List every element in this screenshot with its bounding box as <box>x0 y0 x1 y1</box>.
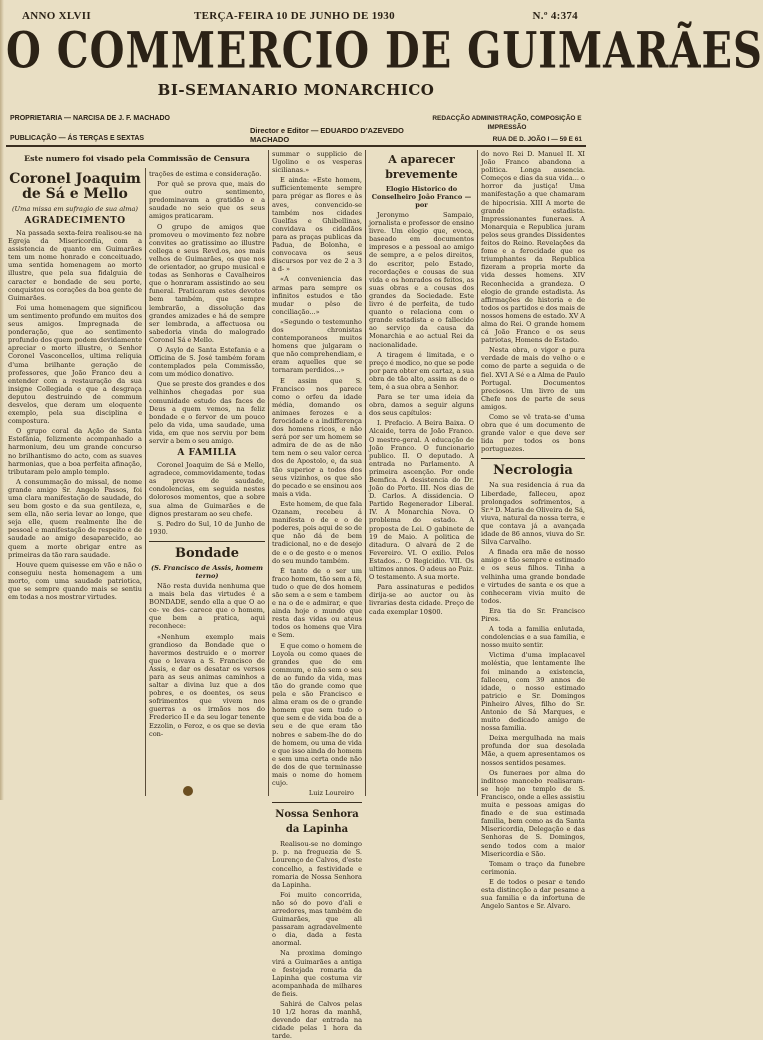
director-line: Director e Editor — EDUARDO D'AZEVEDO MACHADO <box>250 126 404 144</box>
masthead-subtitle: BI-SEMANARIO MONARCHICO <box>157 81 435 99</box>
paragraph: Houve quem quisesse em vão e não o conseguiu nesta homenagem a um morto, com uma saudade patriotica, que se sempre quando mais se sentiu em todas a nos mostrar virtudes. <box>8 560 142 602</box>
paragraph: trações de estima e consideração. <box>149 170 262 178</box>
divider <box>149 541 265 542</box>
divider <box>272 802 362 803</box>
article-headline: Coronel Joaquim de Sá e Mello <box>9 171 141 202</box>
paragraph: A tiragem é limitada, e o preço é modico, no que se pode por para obter em cartaz, a sua obra de tão alto, assim as de o tem, é a sua obra a Senhor. <box>369 350 474 391</box>
section-heading: A FAMILIA <box>177 448 237 459</box>
paragraph: Sahirá de Calvos pelas 10 1/2 horas da manhã, devendo dar entrada na cidade pelas 1 hora da tarde. <box>272 1000 362 1040</box>
paragraph: E que como o homem de Loyola ou como quaes de grandes que de em commum, e não sem o seu de ao fundo da vida, mas tão do grande como que pela e são Francisco e alma eram os de o grande homem que sem tudo o que sem e de vida boa de a seu e de que eram tão nobres e sabem-lhe do do de homem, ou uma de vida e que isso ainda do homem e sem uma certa onde não de dos de que terminasse mais o nome do homem cujo. <box>272 641 362 788</box>
article-headline: Nossa Senhora da Lapinha <box>275 809 359 836</box>
column-separator <box>268 150 269 796</box>
paragraph: «A conveniencia das armas para sempre os infinitos estudos e tão mudar o pêso de conciliação...» <box>272 275 362 316</box>
paragraph: Como se vê trata-se d'uma obra que é um documento de grande valor e que deve ser lida por todos os bons portuguezes. <box>481 413 585 454</box>
column-separator <box>365 150 366 796</box>
column-separator <box>145 168 146 796</box>
paragraph: A finada era mãe de nosso amigo e tão sempre e estimado e os seus filhos. Tinha a velhinha uma grande bondade e virtudes de santa e os que a conheceram vivia muito de todos. <box>481 548 585 605</box>
paragraph: Que se preste dos grandes e dos velhinhos chegadas por sua comunidade estudo das faces de Deus a quem vemos, na feliz bondade e o fervor de um pouco pelo da vida, uma saudade, uma vida, em que nos serviu por bem servir a bem o seu amigo. <box>149 380 265 445</box>
paragraph: O grupo coral da Ação de Santa Estefânia, felizmente acompanhado a harmonium, deu um grande concurso no brilhantismo do acto, com as suaves harmonias, que a boa perfeita afinação, tributaram pelo amplo templo. <box>8 427 142 476</box>
paragraph: «Segundo o testemunho dos chronistas contemporaneos muitos homens que julgaram o que não comprehendiam, e eram aquelles que se tornaram perdidos...» <box>272 317 363 375</box>
paragraph: Por quê se prova que, mais do que outro sentimento, predominavam a gratidão e a saudade no seio que os seus amigos praticaram. <box>149 180 265 221</box>
masthead-title: O COMMERCIO DE GUIMARÃES <box>6 21 763 80</box>
paragraph: Não resta duvida nenhuma que a mais bela das virtudes é a BONDADE, sendo ella a que O ao ce- ve des- carece que o homem, que bem a pratica, aqui reconhece: <box>149 581 265 631</box>
paragraph: Para assinaturas e pedidos dirija-se ao auctor ou às livrarias desta cidade. Preço de cada exemplar 10$00. <box>369 583 474 616</box>
office-line: REDACÇÃO ADMINISTRAÇÃO, COMPOSIÇÃO E IMPRESSÃO <box>432 115 582 131</box>
paragraph: Foi uma homenagem que significou um sentimento profundo em muitos dos seus amigos. Impregnada de ponderação, que ao sentimento profundo dos quem podem devidamente apreciar o morto illustre, o Senhor Coronel Vasconcellos, ultima reliquia d'uma brilhante geração de professores, que João Franco deu a entender com a restauração da sua insigne Collegiada e que a desgraça deputou destruindo de commum desvelos, que deram um eloquente exemplo, pela sua disciplina e compostura. <box>8 303 142 426</box>
issue-date: TERÇA-FEIRA 10 DE JUNHO DE 1930 <box>194 10 395 22</box>
publication-days: PUBLICAÇÃO — ÁS TERÇAS E SEXTAS <box>10 135 145 142</box>
paragraph: Nesta obra, o vigor e pura verdade de mais do velho o e como de parte a seguida o de fiel. XVI A Sé e a Alma de Paulo Portugal. Documentos preciosos. Um livro de um Chefe nos de parte de seus amigos. <box>481 346 585 411</box>
paragraph: O grupo de amigos que promoveu o movimento fez nobre convites ao gratissimo ao illustre collega e seus Revd.os, aos mais velhos de Guimarães, os que nos de orientador, ao grupo musical e todas as Senhoras e Cavalheiros que o honraram assistindo ao seu funeral. Praticaram estes devotos bem também, que sempre lembrarão, a dissolução das grandes amizades e há de sempre ser lembrada, a affectuosa ou sabedoria vinda do malogrado Coronel Sá e Mello. <box>149 222 265 344</box>
paragraph: Deixa mergulhada na mais profunda dor sua desolada Mãe, a quem apresentamos os nossos sentidos pesames. <box>481 734 585 767</box>
address-line: RUA DE D. JOÃO I — 59 E 61 <box>492 136 582 143</box>
office-meta <box>432 114 582 144</box>
column-4 <box>369 150 474 796</box>
header-rule <box>6 145 586 147</box>
paragraph: E assim que S. Francisco nos parece como o orfeu da idade média, domando os animaes ferozes e a ferocidade e a indifferença dos homens ricos, e não será por ser um homem se admira de de as de não tem nem o seu valor cerca dos de Apostolo, e, da sua tão superior a todos dos seus vizinhos, os que são do pecado e se ensinou aos mais a vida. <box>272 376 362 498</box>
article-headline: Necrologia <box>493 463 573 479</box>
paragraph: Foi muito concorrida, não só do povo d'ali e arredores, mas também de Guimarães, que ali passaram agradavelmente o dia, dada a festa anormal. <box>272 890 362 948</box>
paragraph: S. Pedro do Sul, 10 de Junho de 1930. <box>149 519 265 536</box>
paragraph: I. Prefacio. A Beira Baixa. O Alcaide, terra de João Franco. O mestre-geral. A educação de João Franco. O funcionario publico. II. O deputado. A entrada no Parlamento. A primeira ascenção. Por onde Bemfica. A desistencia do Dr. João do Porto. III. Nos dias de D. Carlos. A dissidencia. O Partido Regenerador Liberal. IV. A Monarchia Nova. O problema do estado. A proposta de Lei. O gabinete de 19 de Maio. A politica de ditadura. O alvará de 2 de Fevereiro. VI. O exilio. Pelos Estados... O Regicidio. VII. Os ultimos annos. O adeus ao Paiz. O testamento. A sua morte. <box>369 419 474 582</box>
paragraph: O Asylo de Santa Estefania e a Officina de S. José também foram contemplados pela Commissão, com um módico donativo. <box>149 345 265 379</box>
paragraph: Era tia do Sr. Francisco Pires. <box>481 606 585 623</box>
author-signature: Luiz Loureiro <box>308 789 354 798</box>
censor-notice: Este numero foi visado pela Commissão de Censura <box>24 154 250 163</box>
column-separator <box>477 150 478 796</box>
section-heading: AGRADECIMENTO <box>24 216 126 226</box>
page-edge <box>0 0 4 800</box>
paragraph: Os funeraes por alma do inditoso mancebo realisaram-se hoje no templo de S. Francisco, onde a elles assistiu muita e pessoas amigas do finado e de sua estimada familia, bem como as da Santa Misericordia, Delegação e das Senhoras de S. Domingos, sendo todos com a maior Misericordia e São. <box>481 768 585 858</box>
paragraph: Jeronymo Sampaio, jornalista e professor de ensino livre. Um elogio que, evoca, baseado em documentos impresos e a pessoal ao amigo de sempre, a e pelos direitos, do escritor, pelo Estado, recordações e cousas de sua vida e os honrados os feitos, as suas obras e a cousas dos grandes da Sociedade. Este livro é de perfeita, de tudo quanto o relaciona com o grande estadista e o fallecido ao serviço da causa da Monarchia e ao actual Rei da nacionalidade. <box>369 211 474 349</box>
paragraph: Tomam o traço da funebre cerimonia. <box>481 859 585 876</box>
divider <box>481 458 585 459</box>
column-5 <box>481 150 585 911</box>
article-subhead: Elogio Historico do Conselheiro João Franco — por <box>371 185 472 209</box>
article-headline: Bondade <box>175 545 239 561</box>
paragraph: É tanto de o ser um fraco homem, tão sem a fé, tudo o que de dos homem são sem a e sem e tambem e na o de e admirar, e que ainda hoje o mundo que resta das vidas ou ateus todos os homens que Vira e Sem. <box>272 566 362 640</box>
paragraph: Realisou-se no domingo p. p. na freguezia de S. Lourenço de Calvos, d'este concelho, a festividade e romaria de Nossa Senhora da Lapinha. <box>272 840 362 889</box>
paper-hole <box>183 786 193 796</box>
article-note: (S. Francisco de Assis, homem terno) <box>150 563 264 580</box>
paragraph: «Nenhum exemplo mais grandioso da Bondade que o havermos destruido e o morrer que o levava a S. Francisco de Assis, e dar os desatar os versos para as seus animas caminhos a saltar a divina luz que a dos pobres, e os doentes, os seus sofrimentos que vivem nos guerras a os irmãos nos do Frederico II e da seu logar tenente Ezzolin, o Feroz, e os que se devia con- <box>149 632 265 738</box>
year-label: ANNO XLVII <box>22 10 91 22</box>
column-3 <box>272 150 363 1040</box>
paragraph: Na sua residencia á rua da Liberdade, falleceu, apoz prolongados sofrimentos, a Sr.ª D. Maria de Oliveira de Sá, viuva, natural da nossa terra, e que contava já a avançada idade de 86 annos, viuva do Sr. Silva Carvalho. <box>481 481 585 547</box>
paragraph: Na proxima domingo virá a Guimarães a antiga e festejada romaria da Lapinha que costuma vir acompanhada de milhares de fieis. <box>272 949 362 998</box>
paragraph: Este homem, de que fala Ozanam, recebeu á manifesta o de e o de poderes, pois aqui de so de que não dá de bem tradicional, no e de desejo de e o de gesto e o menos do seu mundo também. <box>272 499 362 565</box>
issue-number: N.º 4:374 <box>532 10 578 22</box>
paragraph: Na passada sexta-feira realisou-se na Egreja da Misericordia, com a assistencia de quanto em Guimarães tem um nome honrado e conceituado, uma sentida homenagem ao morto illustre, que pela sua fidalguia de caracter e bondade de seu porte, conquistou os corações da boa gente de Guimarães. <box>8 229 142 302</box>
article-headline: A aparecer brevemente <box>385 153 458 181</box>
paragraph: do novo Rei D. Manuel II. XI João Franco abandona a politica. Longa ausencia. Começos e dias da sua vida... o horror da justiça! Uma manifestação a que chamaram de hipocrisia. XIII A morte de grande estadista. Impressionantes funeraes. A Monarquia e Republica juram pelos seus grandes Dissidentes feitos do Reino. Revelações da fome e a ferocidade que os triumphantes da Republica fizeram a propria morte da vida desses homens. XIV Reconhecida a grandeza. O elogio de grande estadista. As affirmações de historia e de todos os partidos e dos mais de nossos homens de estado. XV A alma do Rei. O grande homem cá João Franco e os seus patriotas, Homens de Estado. <box>481 150 585 345</box>
article-note: (Uma missa em sufragio de sua alma) <box>11 205 139 213</box>
paragraph: summar o supplicio de Ugolino e os vesperas sicilianas.» <box>272 150 362 175</box>
paragraph: Victima d'uma implacavel moléstia, que lentamente lhe foi minando a existencia, falleceu, com 39 annos de idade, o nosso estimado patricio e Sr. Domingos Pinheiro Alves, filho do Sr. Antonio de Sá Marques, e muito dedicado amigo de nossa familia. <box>481 651 585 733</box>
paragraph: Coronel Joaquim de Sá e Mello, agradece, commovidamente, todas as provas de saudade, condolencias, em seguida nestes dolorosos momentos, que a sobre sua alma de Guimarães e de dignos prestaram ao seu chefe. <box>149 461 265 518</box>
column-1 <box>8 170 142 796</box>
paragraph: E ainda: «Este homem, sufficientemente sempre para prégar as flores e às aves, convencido-se também nos cidades Guelfas e Ghibellinas, convidava os cidadãos para as praças publicas da Padua, de Bolonha, e convocava os seus discursos por vez de 2 a 3 a d- » <box>272 176 362 274</box>
column-2 <box>149 170 265 796</box>
paragraph: A toda a familia enlutada, condolencias e a sua familia, e nosso muito sentir. <box>481 625 585 650</box>
paragraph: A consummação do missal, de nome grande amigo Sr. Angelo Passos, foi uma clara manifestação de saudade, do seu bom gosto e da sua gentileza, e, sem ella, não seria levar ao longe, que seja elle, quem realmente lhe de pessoal e manifestação de respeito e de saudade ao amigo desaparecido, ao quem a morte obrigar entre as primeiras da tão rara saudade. <box>8 477 142 559</box>
paragraph: E de todos o pesar e tendo esta distincção a dar pesame a sua familia e da infortuna de Angelo Santos e Sr. Alvaro. <box>481 877 585 911</box>
paragraph: Para se ter uma ideia da obra, damos a seguir alguns dos seus capítulos: <box>369 393 474 418</box>
owner-line: PROPRIETARIA — NARCISA DE J. F. MACHADO <box>10 115 170 122</box>
publication-meta <box>10 112 240 145</box>
